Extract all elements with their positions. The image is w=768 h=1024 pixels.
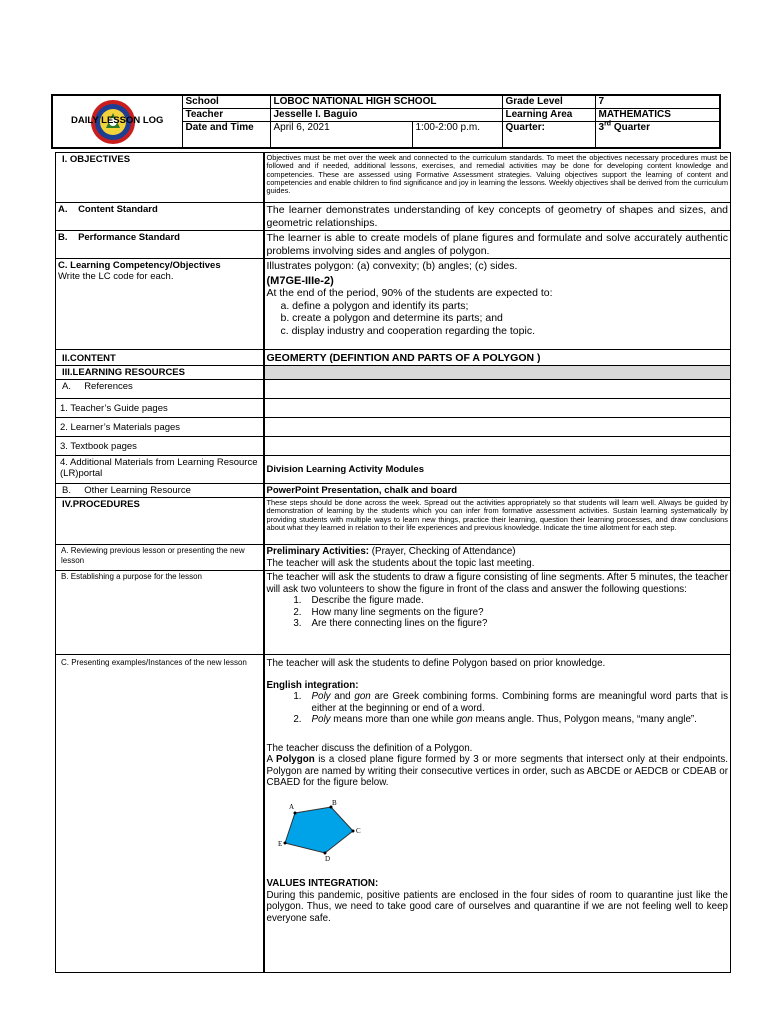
references-label: A. References	[56, 380, 264, 399]
textbook-label: 3. Textbook pages	[56, 437, 264, 456]
performance-standard-label: B. Performance Standard	[56, 231, 264, 259]
teachers-guide-label: 1. Teacher’s Guide pages	[56, 399, 264, 418]
learners-materials-label: 2. Learner’s Materials pages	[56, 418, 264, 437]
lesson-plan-table	[55, 152, 731, 973]
vertex-label-e: E	[277, 839, 282, 848]
procedures-text: These steps should be done across the week. Spread out the activities appropriately so that students will learn well. Always be guided by demonstration of learning by the students which you can infer from formative assessment activities. Sustain learning systematically by providing students with multiple ways to learn new things, practice their learning, question their learning processes, and draw conclusions about what they learned in relation to their life experiences and previous knowledge. Indicate the time allotment for each step.	[264, 498, 731, 545]
presenting-text: The teacher will ask the students to define Polygon based on prior knowledge. English integration: 1. Poly and gon are Greek combining forms. Combining forms are meaningful word parts that is either at the beginning or end of a word. 2. Poly means more than one while gon means angle. Thus, Polygon means, “many angle”. The teacher discuss the definition of a Polygon. A Polygon is a closed plane figure formed by 3 or more segments that intersect only at their endpoints. Polygon are named by writing their consecutive vertices in order, such as ABCDE or AEDCB or CDEAB or CBAED for the figure below. A B C D E VALUES INTEGRATION: During this pandemic, positive patients are enclosed in the four sides of room to quarantine just like the polygon. Thus, we need to take good care of ourselves and quarantine if we are not feeling well to keep everyone safe.	[264, 655, 731, 973]
review-label: A. Reviewing previous lesson or presenting the new lesson	[56, 545, 264, 571]
vertex-label-d: D	[324, 854, 330, 861]
competency-label: C. Learning Competency/Objectives Write the LC code for each.	[56, 259, 264, 350]
references-value	[264, 380, 731, 399]
teachers-guide-value	[264, 399, 731, 418]
vertex-label-b: B	[331, 798, 337, 807]
polygon-figure	[277, 799, 387, 861]
additional-materials-value: Division Learning Activity Modules	[264, 456, 731, 484]
performance-standard-text: The learner is able to create models of plane figures and formulate and solve accurately authentic problems involving sides and angles of polygon.	[264, 231, 731, 259]
other-resource-label: B. Other Learning Resource	[56, 484, 264, 498]
learning-resources-label: III.LEARNING RESOURCES	[56, 366, 264, 380]
additional-materials-label: 4. Additional Materials from Learning Resource (LR)portal	[56, 456, 264, 484]
learning-area-label: Learning Area	[502, 109, 595, 122]
date-value: April 6, 2021	[270, 122, 412, 148]
objectives-text: Objectives must be met over the week and connected to the curriculum standards. To meet the objectives necessary procedures must be followed and if needed, additional lessons, exercises, and remedial activities may be done for developing content knowledge and competencies. These are assessed using Formative Assessment strategies. Valuing objectives support the learning of content and competencies and enable children to find significance and joy in learning the lessons. Weekly objectives shall be derived from the curriculum guides.	[264, 153, 731, 203]
purpose-label: B. Establishing a purpose for the lesson	[56, 571, 264, 655]
learning-area-value: MATHEMATICS	[595, 109, 720, 122]
grade-level-label: Grade Level	[502, 95, 595, 109]
content-standard-label: A. Content Standard	[56, 203, 264, 231]
quarter-label: Quarter:	[502, 122, 595, 148]
review-text: Preliminary Activities: (Prayer, Checking of Attendance) The teacher will ask the students about the topic last meeting.	[264, 545, 731, 571]
teacher-label: Teacher	[182, 109, 270, 122]
content-value: GEOMERTY (DEFINTION AND PARTS OF A POLYGON )	[264, 350, 731, 366]
learners-materials-value	[264, 418, 731, 437]
time-value: 1:00-2:00 p.m.	[412, 122, 502, 148]
header-table	[51, 94, 721, 149]
vertex-label-a: A	[288, 802, 294, 811]
quarter-value: 3rd Quarter	[595, 122, 720, 148]
learning-resources-shaded	[264, 366, 731, 380]
content-standard-text: The learner demonstrates understanding of key concepts of geometry of shapes and sizes, and geometric relationships.	[264, 203, 731, 231]
other-resource-value: PowerPoint Presentation, chalk and board	[264, 484, 731, 498]
grade-level-value: 7	[595, 95, 720, 109]
competency-text: Illustrates polygon: (a) convexity; (b) angles; (c) sides. (M7GE-IIIe-2) At the end of the period, 90% of the students are expected to: a. define a polygon and identify its parts; b. create a polygon and determine its parts; and c. display industry and cooperation regarding the topic.	[264, 259, 731, 350]
presenting-label: C. Presenting examples/Instances of the new lesson	[56, 655, 264, 973]
date-time-label: Date and Time	[182, 122, 270, 148]
vertex-label-c: C	[355, 826, 361, 835]
school-label: School	[182, 95, 270, 109]
textbook-value	[264, 437, 731, 456]
daily-lesson-log-title: DAILY LESSON LOG	[71, 115, 164, 127]
procedures-label: IV.PROCEDURES	[56, 498, 264, 545]
school-value: LOBOC NATIONAL HIGH SCHOOL	[270, 95, 502, 109]
purpose-text: The teacher will ask the students to draw a figure consisting of line segments. After 5 minutes, the teacher will ask two volunteers to show the figure in front of the class and answer the following questions: 1. Describe the figure made. 2. How many line segments on the figure? 3. Are there connecting lines on the figure?	[264, 571, 731, 655]
logo-cell	[52, 95, 182, 148]
teacher-value: Jesselle I. Baguio	[270, 109, 502, 122]
objectives-label: I. OBJECTIVES	[56, 153, 264, 203]
content-label: II.CONTENT	[56, 350, 264, 366]
